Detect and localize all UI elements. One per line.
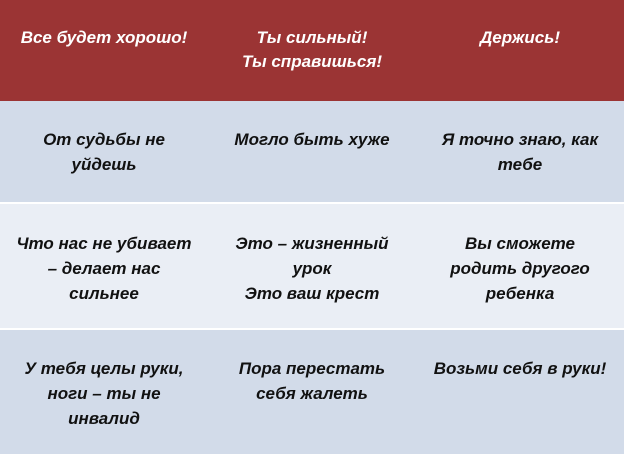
header-cell: Все будет хорошо!	[0, 0, 208, 101]
table-cell: Возьми себя в руки!	[416, 328, 624, 454]
table-cell: Вы сможете родить другого ребенка	[416, 202, 624, 328]
table-cell: Могло быть хуже	[208, 101, 416, 202]
table-cell: У тебя целы руки, ноги – ты не инвалид	[0, 328, 208, 454]
table-cell: Я точно знаю, как тебе	[416, 101, 624, 202]
header-cell: Ты сильный! Ты справишься!	[208, 0, 416, 101]
table-cell: Что нас не убивает – делает нас сильнее	[0, 202, 208, 328]
table-cell: Пора перестать себя жалеть	[208, 328, 416, 454]
header-cell: Держись!	[416, 0, 624, 101]
table-cell: От судьбы не уйдешь	[0, 101, 208, 202]
table-cell: Это – жизненный урок Это ваш крест	[208, 202, 416, 328]
